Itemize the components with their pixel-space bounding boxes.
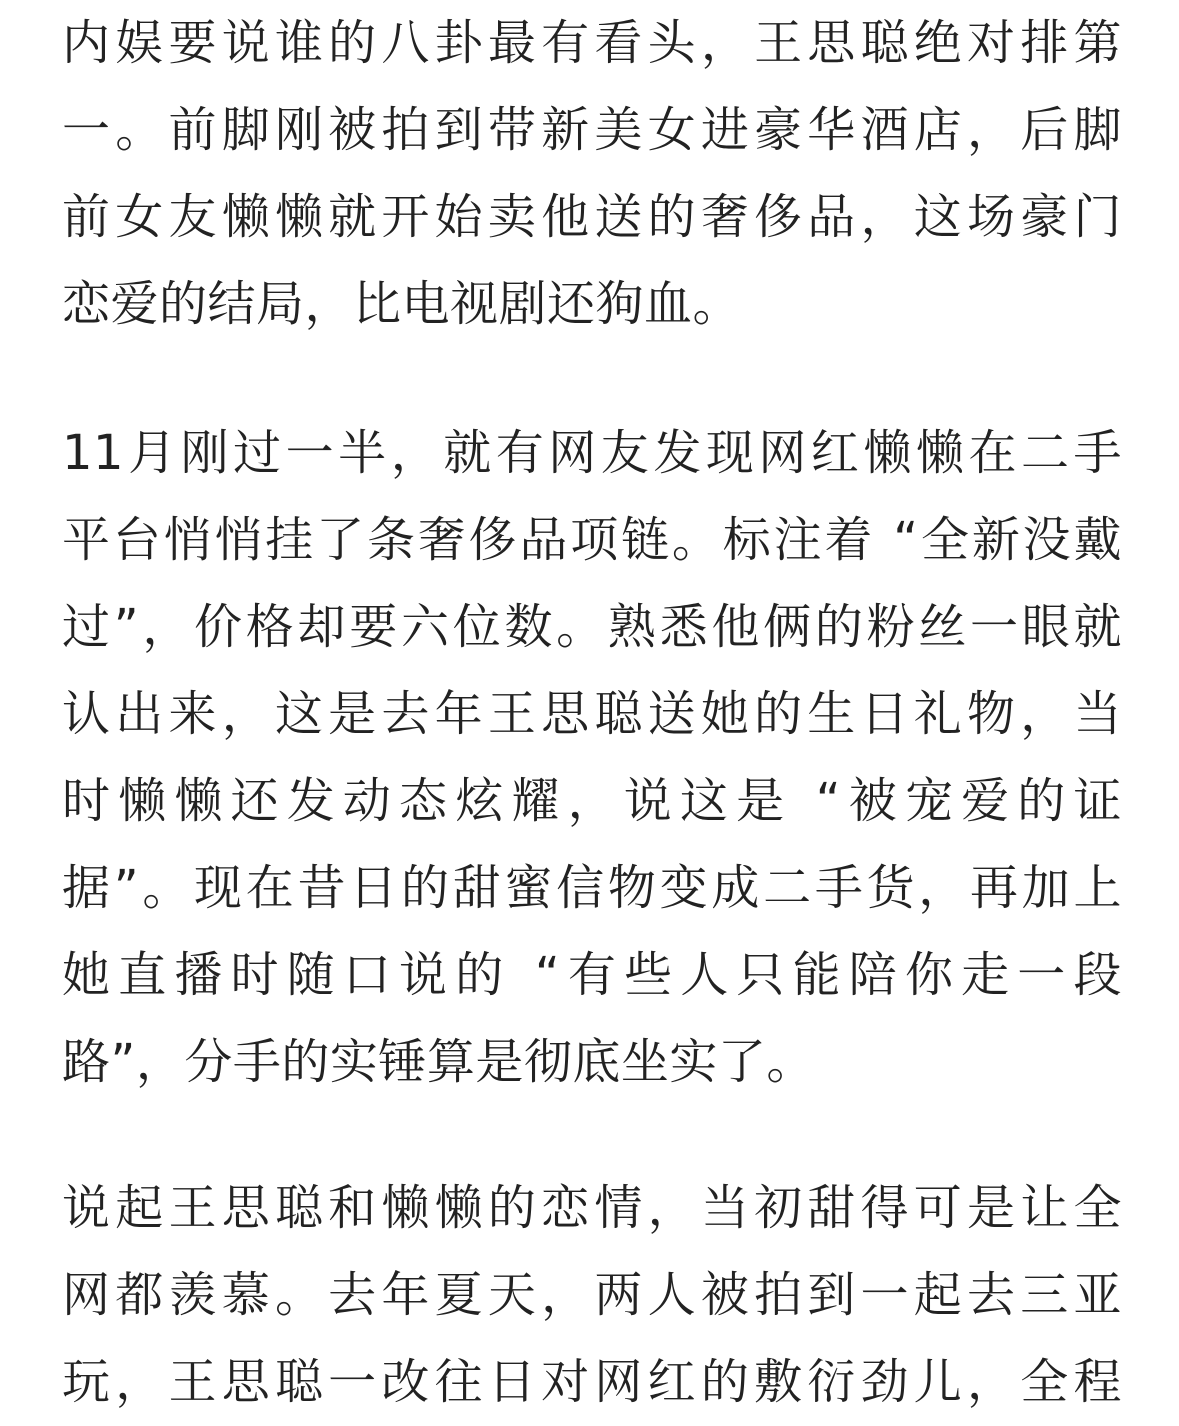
paragraph: [62, 410, 1122, 1106]
text-line: 玩，王思聪一改往日对网红的敷衍劲儿，全程: [62, 1354, 1122, 1410]
text-line: 过”，价格却要六位数。熟悉他俩的粉丝一眼就: [62, 599, 1122, 655]
text-line: 说起王思聪和懒懒的恋情，当初甜得可是让全: [62, 1180, 1122, 1236]
text-line: 恋爱的结局，比电视剧还狗血。: [62, 276, 742, 332]
text-line: 前女友懒懒就开始卖他送的奢侈品，这场豪门: [62, 189, 1122, 245]
text-line: 11月刚过一半，就有网友发现网红懒懒在二手: [62, 425, 1122, 481]
text-line: 平台悄悄挂了条奢侈品项链。标注着 “全新没戴: [62, 512, 1122, 568]
paragraph: [62, 0, 1122, 348]
text-line: 路”，分手的实锤算是彻底坐实了。: [62, 1034, 815, 1090]
text-line: 网都羡慕。去年夏天，两人被拍到一起去三亚: [62, 1267, 1122, 1323]
text-line: 认出来，这是去年王思聪送她的生日礼物，当: [62, 686, 1122, 742]
text-line: 时懒懒还发动态炫耀，说这是 “被宠爱的证: [62, 773, 1122, 829]
text-line: 一。前脚刚被拍到带新美女进豪华酒店，后脚: [62, 102, 1122, 158]
text-line: 据”。现在昔日的甜蜜信物变成二手货，再加上: [62, 860, 1122, 916]
text-line: 内娱要说谁的八卦最有看头，王思聪绝对排第: [62, 15, 1122, 71]
text-line: 她直播时随口说的 “有些人只能陪你走一段: [62, 947, 1122, 1003]
